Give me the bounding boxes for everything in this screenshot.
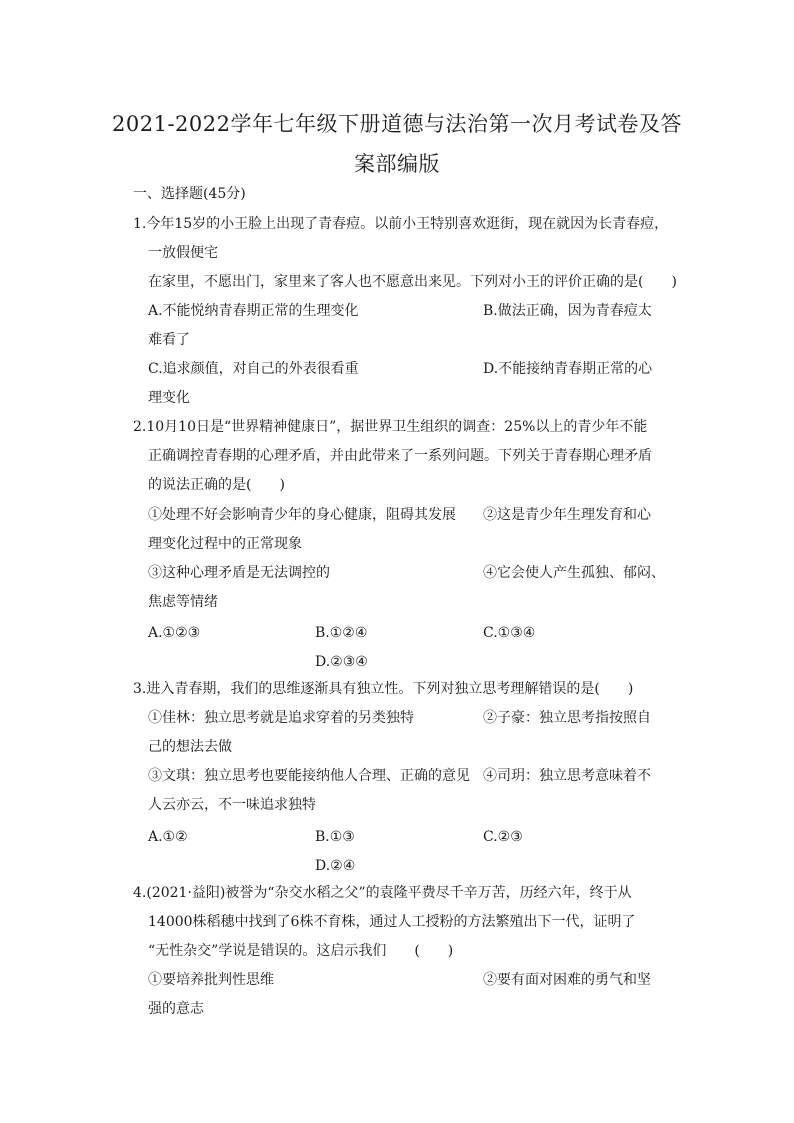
q2-option-d: D.②③④ bbox=[315, 654, 368, 670]
q2-option-b: B.①②④ bbox=[315, 625, 368, 641]
q3-statement-1: ①佳林：独立思考就是追求穿着的另类独特 bbox=[148, 710, 414, 726]
q2-statement-3: ③这种心理矛盾是无法调控的 bbox=[148, 565, 330, 581]
q2-option-a: A.①②③ bbox=[148, 625, 201, 641]
q3-option-c: C.②③ bbox=[483, 829, 523, 845]
q2-statement-2: ②这是青少年生理发育和心 bbox=[483, 507, 651, 523]
q2-statement-1: ①处理不好会影响青少年的身心健康，阻碍其发展 bbox=[148, 507, 456, 523]
q1-stem-line2: 一放假便宅 bbox=[148, 245, 218, 261]
q4-stem-line1: 4.(2021·益阳)被誉为“杂交水稻之父”的袁隆平费尽千辛万苦，历经六年，终于从 bbox=[133, 885, 632, 901]
q2-stem-line1: 2.10月10日是“世界精神健康日”，据世界卫生组织的调查：25%以上的青少年不能 bbox=[133, 419, 648, 435]
q3-statement-4-cont: 人云亦云，不一味追求独特 bbox=[148, 797, 316, 813]
q1-option-b: B.做法正确，因为青春痘太 bbox=[483, 303, 652, 319]
q3-option-a: A.①② bbox=[148, 829, 188, 845]
q4-stem-line3: “无性杂交”学说是错误的。这启示我们 ( ) bbox=[148, 943, 454, 959]
q1-option-b-cont: 难看了 bbox=[148, 332, 190, 348]
q2-statement-4-cont: 焦虑等情绪 bbox=[148, 594, 218, 610]
q1-stem-line3: 在家里，不愿出门，家里来了客人也不愿意出来见。下列对小王的评价正确的是( ) bbox=[148, 274, 677, 290]
q2-option-c: C.①③④ bbox=[483, 625, 536, 641]
q2-stem-line2: 正确调控青春期的心理矛盾，并由此带来了一系列问题。下列关于青春期心理矛盾 bbox=[148, 448, 652, 464]
q3-statement-3: ③文琪：独立思考也要能接纳他人合理、正确的意见 bbox=[148, 768, 470, 784]
q3-option-b: B.①③ bbox=[315, 829, 355, 845]
q1-option-c: C.追求颜值，对自己的外表很看重 bbox=[148, 361, 359, 377]
q1-stem-line1: 1.今年15岁的小王脸上出现了青春痘。以前小王特别喜欢逛街，现在就因为长青春痘， bbox=[133, 216, 669, 232]
page-title-line1: 2021-2022学年七年级下册道德与法治第一次月考试卷及答 bbox=[112, 112, 682, 136]
q3-statement-4: ④司玥：独立思考意味着不 bbox=[483, 768, 651, 784]
page-title-line2: 案部编版 bbox=[354, 152, 440, 176]
q3-statement-2-cont: 己的想法去做 bbox=[148, 739, 232, 755]
q3-option-d: D.②④ bbox=[315, 858, 356, 874]
q4-statement-2-cont: 强的意志 bbox=[148, 1001, 204, 1017]
q4-statement-1: ①要培养批判性思维 bbox=[148, 972, 274, 988]
q2-statement-4: ④它会使人产生孤独、郁闷、 bbox=[483, 565, 665, 581]
q3-statement-2: ②子豪：独立思考指按照自 bbox=[483, 710, 651, 726]
q2-stem-line3: 的说法正确的是( ) bbox=[148, 477, 285, 493]
q4-statement-2: ②要有面对困难的勇气和坚 bbox=[483, 972, 651, 988]
q1-option-d: D.不能接纳青春期正常的心 bbox=[483, 361, 653, 377]
q1-option-d-cont: 理变化 bbox=[148, 390, 190, 406]
section-heading: 一、选择题(45分) bbox=[133, 186, 246, 202]
q4-stem-line2: 14000株稻穗中找到了6株不育株，通过人工授粉的方法繁殖出下一代，证明了 bbox=[148, 914, 636, 930]
q2-statement-2-cont: 理变化过程中的正常现象 bbox=[148, 536, 302, 552]
q3-stem-line1: 3.进入青春期，我们的思维逐渐具有独立性。下列对独立思考理解错误的是( ) bbox=[133, 681, 634, 697]
q1-option-a: A.不能悦纳青春期正常的生理变化 bbox=[148, 303, 359, 319]
